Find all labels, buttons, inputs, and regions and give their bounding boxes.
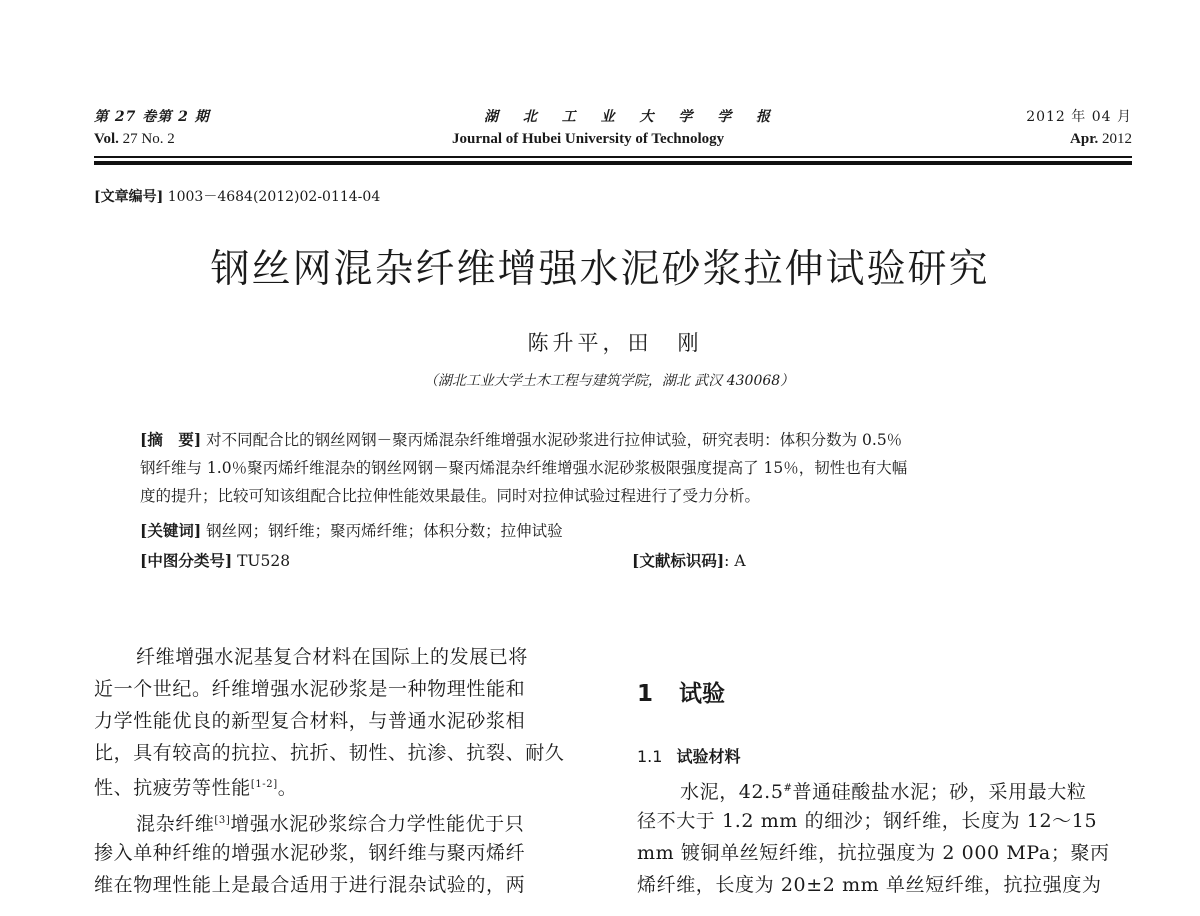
classification-number: [中图分类号] TU528	[140, 551, 291, 570]
intro-p2-line-1: 混杂纤维[3]增强水泥砂浆综合力学性能优于只	[136, 813, 525, 835]
document-code: [文献标识码]: A	[632, 551, 746, 570]
volume-issue-cn: 第 27 卷第 2 期	[94, 109, 210, 125]
journal-name-cn: 湖 北 工 业 大 学 学 报	[484, 109, 781, 125]
keywords: [关键词] 钢丝网；钢纤维；聚丙烯纤维；体积分数；拉伸试验	[140, 521, 563, 540]
intro-p2-line-2: 掺入单种纤维的增强水泥砂浆，钢纤维与聚丙烯纤	[94, 842, 526, 864]
paper-title: 钢丝网混杂纤维增强水泥砂浆拉伸试验研究	[210, 247, 990, 292]
authors: 陈升平，田 刚	[527, 331, 703, 355]
materials-line-1: 水泥，42.5#普通硅酸盐水泥；砂，采用最大粒	[680, 781, 1087, 803]
section-heading: 1 试验	[637, 681, 726, 707]
volume-issue-en: Vol. 27 No. 2	[94, 131, 175, 147]
intro-line-2: 近一个世纪。纤维增强水泥砂浆是一种物理性能和	[94, 678, 526, 700]
journal-name-en: Journal of Hubei University of Technology	[452, 131, 725, 147]
citation-1-2: [1-2]	[250, 779, 278, 790]
intro-line-4: 比，具有较高的抗拉、抗折、韧性、抗渗、抗裂、耐久	[94, 742, 565, 764]
intro-line-1: 纤维增强水泥基复合材料在国际上的发展已将	[136, 646, 529, 668]
subsection-heading: 1.1 试验材料	[637, 747, 741, 766]
abstract-label: [摘 要]	[140, 430, 202, 449]
materials-line-3: mm 镀铜单丝短纤维，抗拉强度为 2 000 MPa；聚丙	[637, 842, 1110, 864]
intro-line-5: 性、抗疲劳等性能[1-2]。	[94, 777, 298, 799]
affiliation: （湖北工业大学土木工程与建筑学院，湖北 武汉 430068）	[423, 373, 795, 389]
header-rule-thin	[94, 156, 1132, 158]
header-rule-thick	[94, 161, 1132, 165]
abstract-line-3: 度的提升；比较可知该组配合比拉伸性能效果最佳。同时对拉伸试验过程进行了受力分析。	[140, 487, 761, 505]
materials-line-2: 径不大于 1.2 mm 的细沙；钢纤维，长度为 12～15	[637, 810, 1098, 832]
abstract-line-1: [摘 要] 对不同配合比的钢丝网钢－聚丙烯混杂纤维增强水泥砂浆进行拉伸试验，研究表明：体积分数为 0.5％	[140, 430, 903, 449]
abstract-line-2: 钢纤维与 1.0％聚丙烯纤维混杂的钢丝网钢－聚丙烯混杂纤维增强水泥砂浆极限强度提高了 15％，韧性也有大幅	[140, 459, 908, 477]
intro-p2-line-3: 维在物理性能上是最合适用于进行混杂试验的，两	[94, 874, 526, 896]
issue-date-cn: 2012 年 04 月	[1026, 109, 1132, 125]
issue-date-en: Apr. 2012	[1070, 131, 1132, 147]
citation-3: [3]	[214, 815, 231, 826]
article-number: [文章编号] 1003－4684(2012)02-0114-04	[94, 189, 381, 205]
intro-line-3: 力学性能优良的新型复合材料，与普通水泥砂浆相	[94, 710, 526, 732]
materials-line-4: 烯纤维，长度为 20±2 mm 单丝短纤维，抗拉强度为	[637, 874, 1102, 896]
